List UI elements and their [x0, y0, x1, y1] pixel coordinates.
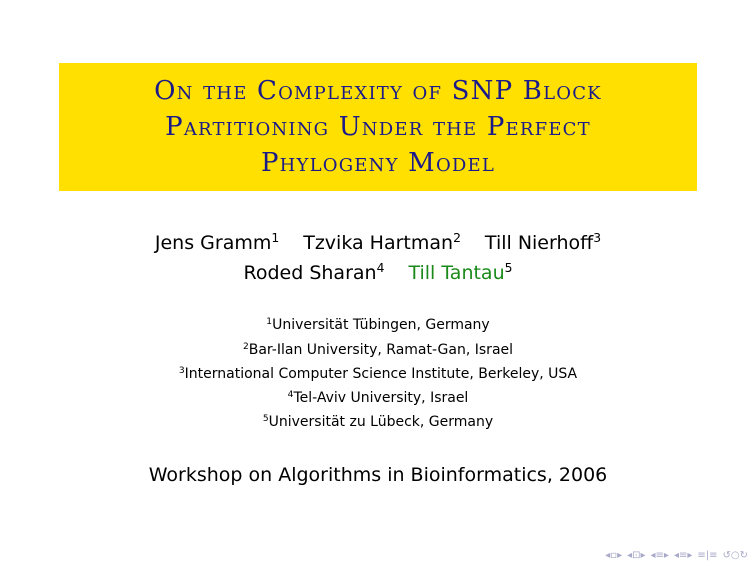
affiliation-5: $^5$Universität zu Lübeck, Germany [262, 414, 494, 430]
author-till-nierhoff: Till Nierhoff$^3$ [484, 231, 602, 254]
prev-subsection-icon[interactable]: ◂≡▸ [673, 550, 693, 561]
affiliation-1: $^1$Universität Tübingen, Germany [266, 317, 490, 333]
affiliation-4: $^4$Tel-Aviv University, Israel [287, 390, 469, 406]
author-jens-gramm: Jens Gramm$^1$ [154, 231, 280, 254]
author-tzvika-hartman: Tzvika Hartman$^2$ [303, 231, 461, 254]
title-line-1: On the Complexity of SNP Block [154, 76, 602, 106]
author-roded-sharan: Roded Sharan$^4$ [243, 261, 385, 284]
author-till-tantau: Till Tantau$^5$ [408, 261, 513, 284]
prev-section-icon[interactable]: ◂≡▸ [650, 550, 669, 561]
authors-line-1 [0, 231, 756, 254]
search-icon[interactable]: ↺○↻ [722, 550, 748, 561]
title-line-2: Partitioning Under the Perfect [165, 112, 591, 142]
title-line-3: Phylogeny Model [260, 148, 496, 178]
title-box [59, 63, 697, 191]
outline-icon[interactable]: ≡|≡ [697, 550, 718, 561]
event-name: Workshop on Algorithms in Bioinformatics, 2006 [148, 464, 608, 486]
prev-frame-icon[interactable]: ◂⊡▸ [627, 550, 646, 561]
authors-line-2 [0, 261, 756, 284]
first-slide-icon[interactable]: ◂▫▸ [605, 550, 623, 561]
affiliation-3: $^3$International Computer Science Institute, Berkeley, USA [178, 366, 578, 382]
beamer-navigation-bar [605, 549, 748, 563]
affiliation-2: $^2$Bar-Ilan University, Ramat-Gan, Israel [242, 342, 514, 358]
